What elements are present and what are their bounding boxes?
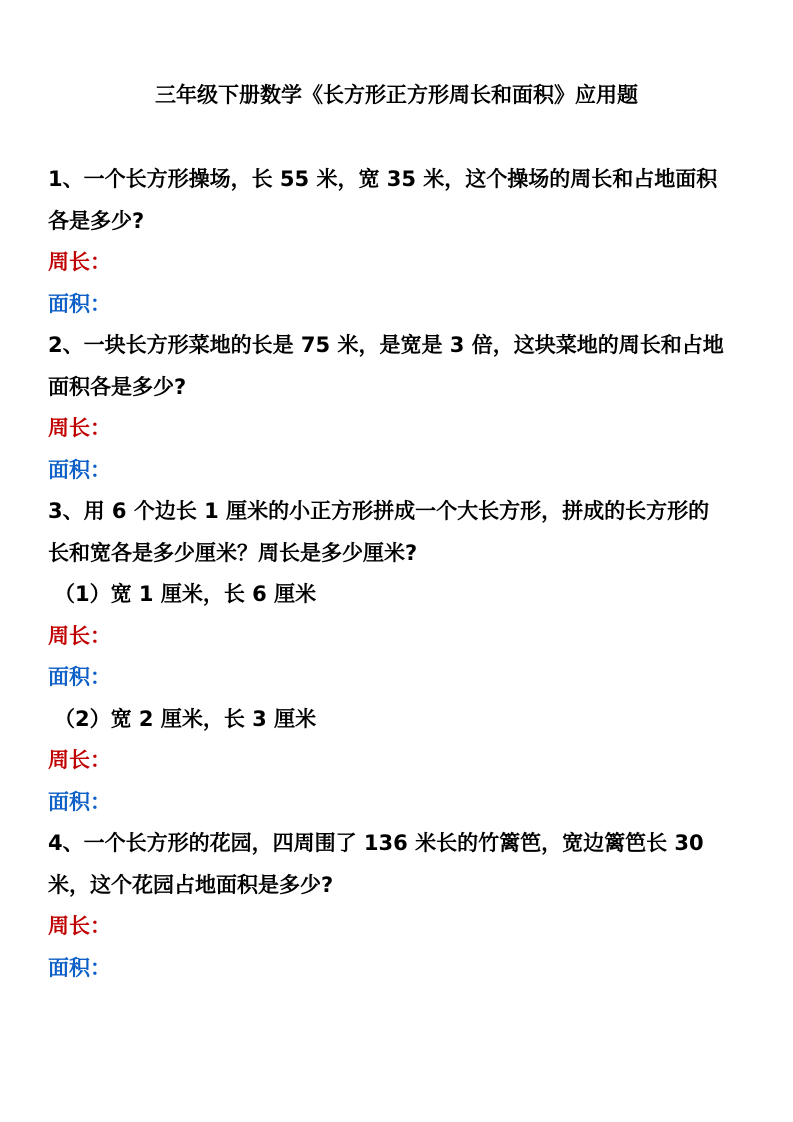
question-2-line-1: 2、一块长方形菜地的长是 75 米，是宽是 3 倍，这块菜地的周长和占地 [48,333,724,357]
question-4-area-label: 面积： [48,955,111,980]
question-4-perimeter-label: 周长： [48,914,111,938]
question-3-sub-2-area-label: 面积： [48,789,111,814]
questions-list [48,159,753,989]
question-3-sub-1: （1）宽 1 厘米，长 6 厘米 [54,582,317,606]
question-1-line-1: 1、一个长方形操场，长 55 米，宽 35 米，这个操场的周长和占地面积 [48,167,718,191]
question-2-area-label: 面积： [48,457,111,482]
question-4-line-2: 米，这个花园占地面积是多少? [48,872,334,897]
question-3-line-2: 长和宽各是多少厘米？周长是多少厘米? [48,540,418,565]
question-3-line-1: 3、用 6 个边长 1 厘米的小正方形拼成一个大长方形，拼成的长方形的 [48,499,710,523]
page-title: 三年级下册数学《长方形正方形周长和面积》应用题 [155,83,638,107]
question-3-sub-2-perimeter-label: 周长： [48,748,111,772]
question-3-sub-2: （2）宽 2 厘米，长 3 厘米 [54,706,317,731]
question-2-line-2: 面积各是多少? [48,374,187,399]
question-4-line-1: 4、一个长方形的花园，四周围了 136 米长的竹篱笆，宽边篱笆长 30 [48,831,704,855]
question-1-line-2: 各是多少? [48,208,145,233]
question-2-perimeter-label: 周长： [48,416,111,440]
question-3-sub-1-perimeter-label: 周长： [48,623,111,648]
question-1-perimeter-label: 周长： [48,250,111,274]
question-3-sub-1-area-label: 面积： [48,665,111,689]
question-1-area-label: 面积： [48,291,111,316]
